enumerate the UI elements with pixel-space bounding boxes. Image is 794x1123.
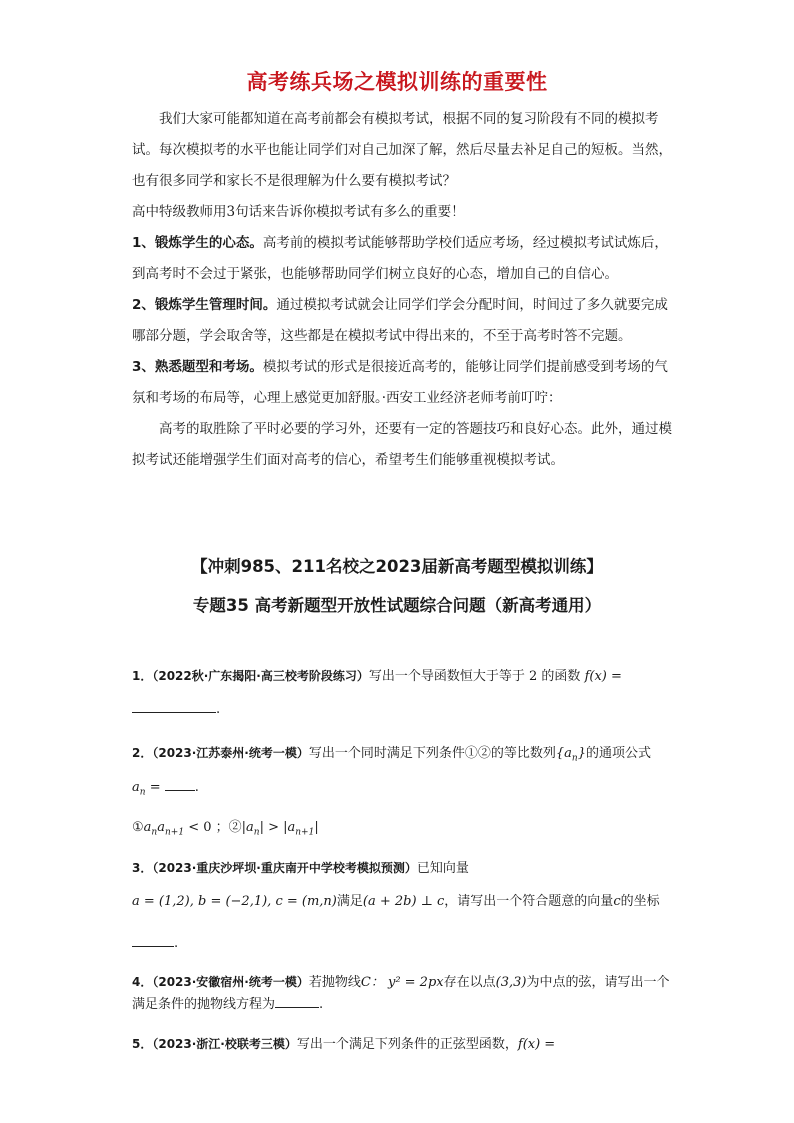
q4-source: 4．（2023·安徽宿州·统考一模） xyxy=(132,975,309,989)
q3-condition: (a + 2b) ⊥ c xyxy=(362,894,445,909)
q2-source: 2．（2023·江苏泰州·统考一模） xyxy=(132,746,309,760)
item-3-body: 模拟考试的形式是很接近高考的，能够让同学们提前感受到考场的气氛和考场的布局等，心理上感觉更加舒服。·西安工业经济老师考前叮咛： xyxy=(132,359,668,406)
q4-text-c: 为中点的弦，请写出一个满足条件的抛物线方程为 xyxy=(132,975,670,1012)
item-2-body: 通过模拟考试就会让同学们学会分配时间，时间过了多久就要完成哪部分题，学会取舍等，这些都是在模拟考试中得出来的，不至于高考时答不完题。 xyxy=(132,297,668,344)
q2-condition-1-marker: ① xyxy=(132,820,144,835)
page-title: 高考练兵场之模拟训练的重要性 xyxy=(246,70,548,94)
item-2-heading: 2、锻炼学生管理时间。 xyxy=(132,297,277,313)
q2-formula-line: $a_n$ = . xyxy=(132,776,672,803)
q1-text: 写出一个导函数恒大于等于 2 的函数 xyxy=(368,669,581,684)
section-title-line-2: 专题35 高考新题型开放性试题综合问题（新高考通用） xyxy=(192,596,602,615)
q5-source: 5．（2023·浙江·校联考三模） xyxy=(132,1037,297,1051)
q2-conditions: $①a_na_{n+1} < 0$ ；$②|a_n| > |a_{n+1}|$ xyxy=(132,820,319,838)
q3-text-d: 的坐标 xyxy=(620,894,660,909)
q3-text: 已知向量 xyxy=(416,861,469,876)
intro-paragraph-1: 我们大家可能都知道在高考前都会有模拟考试，根据不同的复习阶段有不同的模拟考试。每次模拟考的水平也能让同学们对自己加深了解，然后尽量去补足自己的短板。当然，也有很多同学和家长不是很理解为什么要有模拟考试？ xyxy=(132,111,672,189)
q4-text: 若抛物线 xyxy=(308,975,361,990)
intro-item-3 xyxy=(132,352,672,414)
q3-answer-blank[interactable] xyxy=(132,932,174,947)
q3-text-b: 满足 xyxy=(336,894,363,909)
q3-vector-line: a = (1,2), b = (−2,1), c = (m,n)满足(a + 2b) ⊥ c，请写出一个符合题意的向量c的坐标 xyxy=(132,894,660,909)
q1-answer-line: . xyxy=(132,698,672,720)
intro-item-2 xyxy=(132,290,672,352)
q2-text-b: 的通项公式 xyxy=(586,746,652,761)
q3-text-c: ，请写出一个符合题意的向量 xyxy=(444,894,614,909)
q2-answer-blank[interactable] xyxy=(165,776,195,791)
q3-vectors: a = (1,2), b = (−2,1), c = (m,n) xyxy=(132,894,337,909)
section-title-line-1: 【冲刺985、211名校之2023届新高考题型模拟训练】 xyxy=(191,557,603,576)
q3-source: 3．（2023·重庆沙坪坝·重庆南开中学校考模拟预测） xyxy=(132,861,417,875)
item-1-heading: 1、锻炼学生的心态。 xyxy=(132,235,263,251)
question-3 xyxy=(132,858,672,879)
intro-section xyxy=(132,104,672,476)
q1-expression: f(x) = xyxy=(584,669,622,684)
question-4: 4．（2023·安徽宿州·统考一模）若抛物线C： y² = 2px存在以点(3,3)为中点的弦，请写出一个满足条件的抛物线方程为 . xyxy=(132,975,670,1012)
q2-condition-2-marker: ；② xyxy=(215,820,242,835)
q1-source: 1．（2022秋·广东揭阳·高三校考阶段练习） xyxy=(132,669,369,683)
question-5 xyxy=(132,1034,672,1055)
q2-sequence: {a xyxy=(555,746,572,761)
q1-answer-blank[interactable] xyxy=(132,698,216,713)
item-1-body: 高考前的模拟考试能够帮助学校们适应考场，经过模拟考试试炼后，到高考时不会过于紧张，也能够帮助同学们树立良好的心态，增加自己的自信心。 xyxy=(132,235,668,282)
q4-expression: C： y² = 2px xyxy=(360,975,444,990)
q4-point: (3,3) xyxy=(495,975,527,990)
q4-text-b: 存在以点 xyxy=(443,975,496,990)
intro-item-1 xyxy=(132,228,672,290)
item-3-heading: 3、熟悉题型和考场。 xyxy=(132,359,263,375)
q3-answer-line: . xyxy=(132,932,672,954)
q2-text: 写出一个同时满足下列条件①②的等比数列 xyxy=(308,746,556,761)
question-1 xyxy=(132,666,672,687)
intro-paragraph-2: 高中特级教师用3句话来告诉你模拟考试有多么的重要！ xyxy=(132,204,465,220)
intro-paragraph-3: 高考的取胜除了平时必要的学习外，还要有一定的答题技巧和良好心态。此外，通过模拟考试还能增强学生们面对高考的信心，希望考生们能够重视模拟考试。 xyxy=(132,421,672,468)
q4-answer-blank[interactable] xyxy=(275,993,319,1008)
question-2: 2．（2023·江苏泰州·统考一模）写出一个同时满足下列条件①②的等比数列$\{a_n\}$的通项公式 xyxy=(132,746,652,764)
q5-text: 写出一个满足下列条件的正弦型函数， xyxy=(296,1037,518,1052)
q5-expression: f(x) = xyxy=(517,1037,556,1052)
